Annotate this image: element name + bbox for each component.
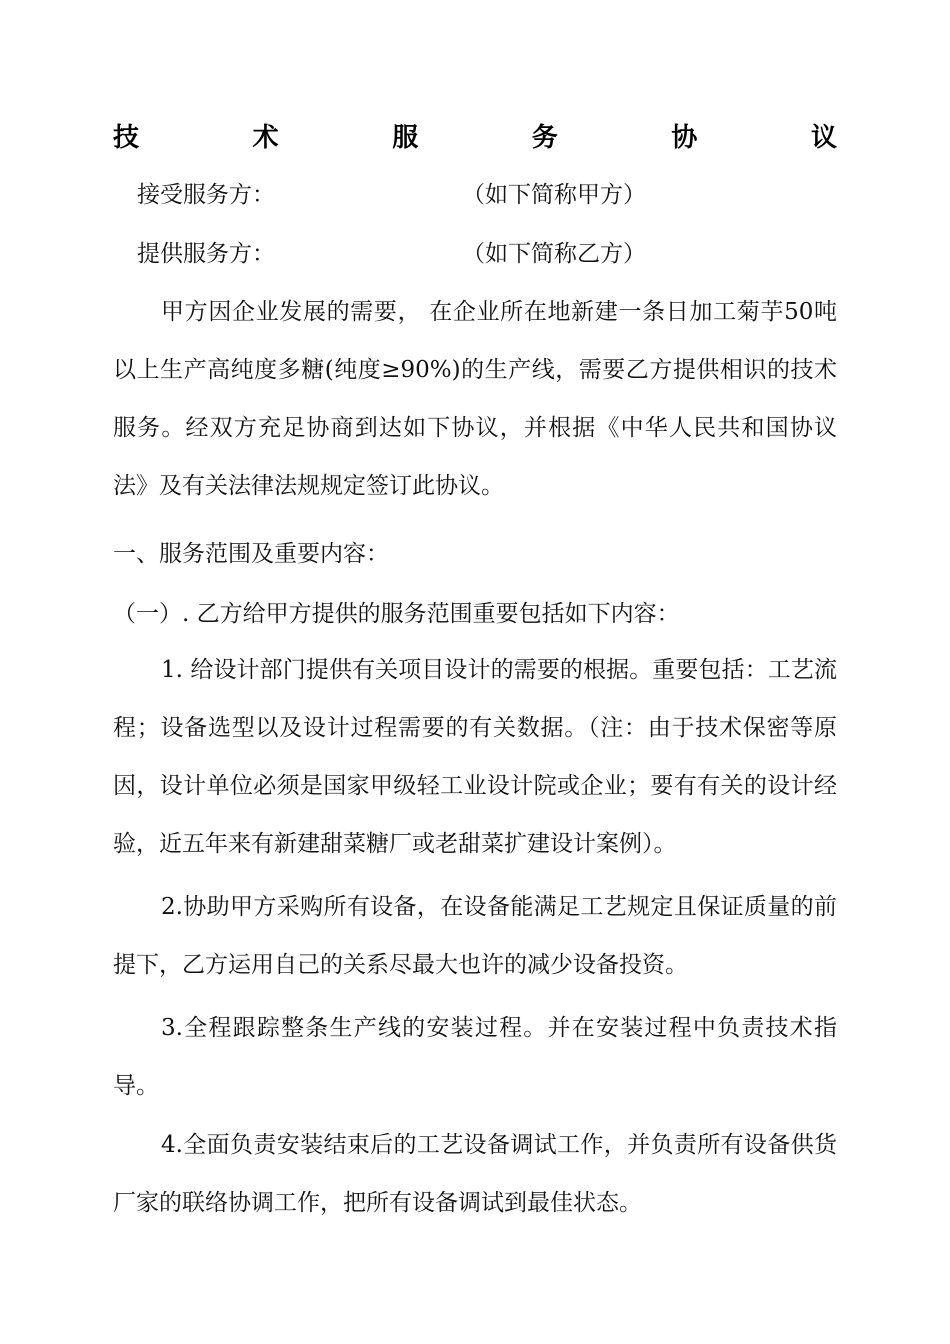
provider-note: （如下简称乙方） bbox=[462, 241, 646, 267]
document-title bbox=[113, 118, 837, 158]
title-char: 务 bbox=[531, 123, 558, 153]
title-char: 术 bbox=[252, 123, 279, 153]
provider-label: 提供服务方： bbox=[137, 241, 275, 267]
list-item-3: 3.全程跟踪整条生产线的安装过程。并在安装过程中负责技术指导。 bbox=[113, 1015, 837, 1099]
subsection-heading: （一）. 乙方给甲方提供的服务范围重要包括如下内容： bbox=[113, 601, 680, 627]
intro-paragraph: 甲方因企业发展的需要， 在企业所在地新建一条日加工菊芋50吨以上生产高纯度多糖(纯度≥90%)的生产线，需要乙方提供相识的技术服务。经双方充足协商到达如下协议，并根据《中华人民共和国协议法》及有关法律法规规定签订此协议。 bbox=[113, 299, 837, 499]
title-char: 协 bbox=[671, 123, 698, 153]
title-char: 服 bbox=[392, 123, 419, 153]
title-char: 技 bbox=[113, 123, 140, 153]
title-char: 议 bbox=[810, 123, 837, 153]
section-heading: 一、服务范围及重要内容： bbox=[113, 541, 389, 567]
receiver-note: （如下简称甲方） bbox=[462, 182, 646, 208]
list-item-4: 4.全面负责安装结束后的工艺设备调试工作，并负责所有设备供货厂家的联络协调工作，把所有设备调试到最佳状态。 bbox=[113, 1132, 837, 1216]
receiver-label: 接受服务方： bbox=[137, 182, 275, 208]
list-item-2: 2.协助甲方采购所有设备，在设备能满足工艺规定且保证质量的前提下，乙方运用自己的关系尽最大也许的减少设备投资。 bbox=[113, 894, 837, 978]
list-item-1: 1. 给设计部门提供有关项目设计的需要的根据。重要包括：工艺流程；设备选型以及设计过程需要的有关数据。（注：由于技术保密等原因，设计单位必须是国家甲级轻工业设计院或企业；要有有关的设计经验，近五年来有新建甜菜糖厂或老甜菜扩建设计案例）。 bbox=[113, 657, 837, 857]
